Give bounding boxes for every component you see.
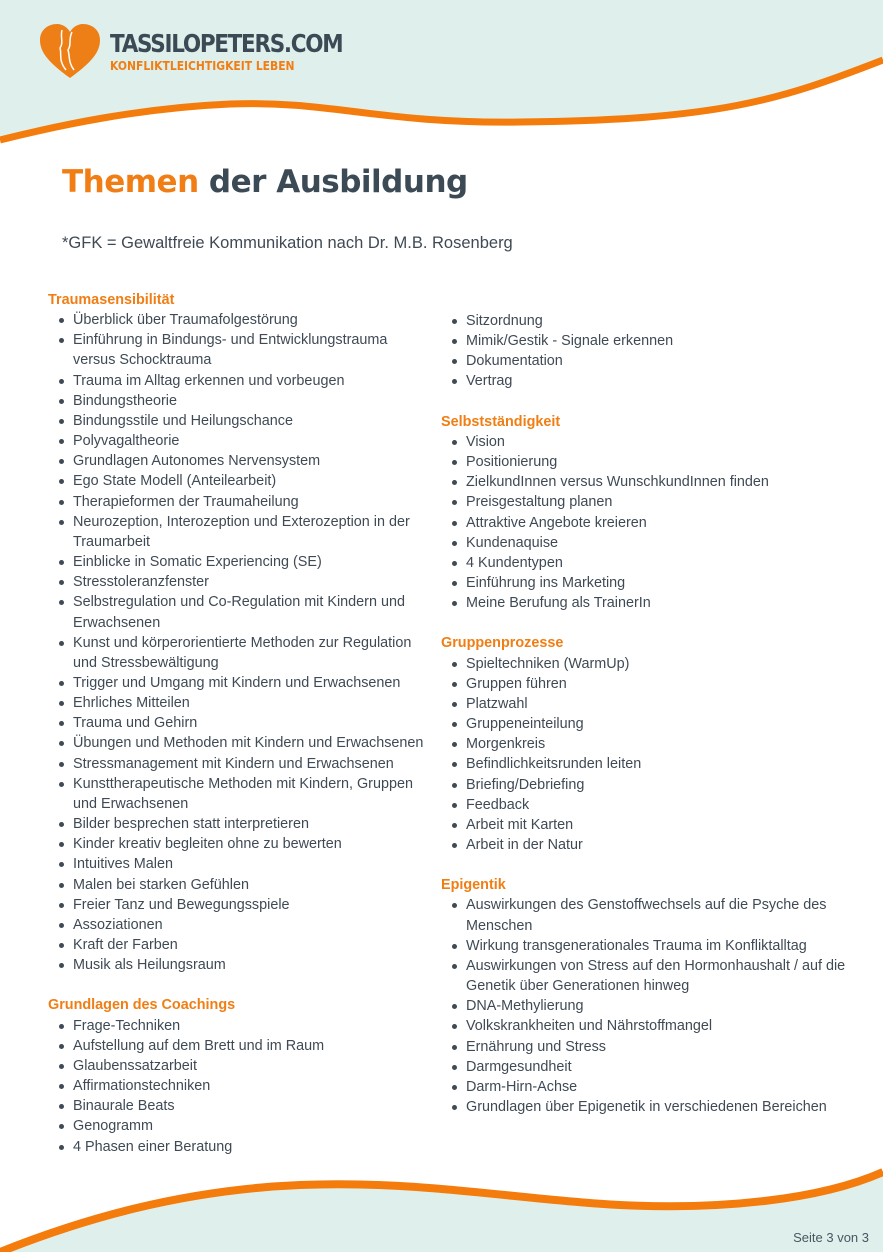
list-item: Übungen und Methoden mit Kindern und Erwachsenen: [48, 733, 428, 753]
topic-section: [48, 290, 428, 975]
list-item: Spieltechniken (WarmUp): [441, 654, 871, 674]
list-item: Ernährung und Stress: [441, 1037, 871, 1057]
list-item: Morgenkreis: [441, 734, 871, 754]
list-item: Auswirkungen von Stress auf den Hormonhaushalt / auf die Genetik über Generationen hinweg: [441, 956, 871, 996]
topic-list: [441, 432, 871, 613]
section-heading: Gruppenprozesse: [441, 635, 564, 652]
topic-list: [48, 1016, 428, 1157]
list-item: Affirmationstechniken: [48, 1076, 428, 1096]
list-item: Dokumentation: [441, 351, 871, 371]
list-item: Kunsttherapeutische Methoden mit Kindern, Gruppen und Erwachsenen: [48, 774, 428, 814]
list-item: Befindlichkeitsrunden leiten: [441, 754, 871, 774]
topic-section: [48, 995, 428, 1156]
list-item: Arbeit mit Karten: [441, 815, 871, 835]
list-item: 4 Phasen einer Beratung: [48, 1137, 428, 1157]
list-item: Überblick über Traumafolgestörung: [48, 310, 428, 330]
list-item: Trauma im Alltag erkennen und vorbeugen: [48, 371, 428, 391]
list-item: Kraft der Farben: [48, 935, 428, 955]
section-heading: Epigentik: [441, 877, 506, 894]
list-item: Sitzordnung: [441, 311, 871, 331]
list-item: Feedback: [441, 795, 871, 815]
list-item: Trigger und Umgang mit Kindern und Erwachsenen: [48, 673, 428, 693]
list-item: Vertrag: [441, 371, 871, 391]
logo[interactable]: [38, 24, 380, 80]
list-item: Bindungstheorie: [48, 391, 428, 411]
list-item: Platzwahl: [441, 694, 871, 714]
list-item: Arbeit in der Natur: [441, 835, 871, 855]
list-item: Genogramm: [48, 1116, 428, 1136]
list-item: Auswirkungen des Genstoffwechsels auf die Psyche des Menschen: [441, 895, 871, 935]
list-item: Einführung in Bindungs- und Entwicklungstrauma versus Schocktrauma: [48, 330, 428, 370]
list-item: Gruppeneinteilung: [441, 714, 871, 734]
list-item: Attraktive Angebote kreieren: [441, 513, 871, 533]
list-item: Stressmanagement mit Kindern und Erwachsenen: [48, 754, 428, 774]
list-item: Preisgestaltung planen: [441, 492, 871, 512]
list-item: Binaurale Beats: [48, 1096, 428, 1116]
list-item: Stresstoleranzfenster: [48, 572, 428, 592]
title-rest: der Ausbildung: [198, 164, 468, 200]
list-item: Bilder besprechen statt interpretieren: [48, 814, 428, 834]
topic-section: [441, 633, 871, 855]
list-item: Intuitives Malen: [48, 854, 428, 874]
list-item: Freier Tanz und Bewegungsspiele: [48, 895, 428, 915]
list-item: Therapieformen der Traumaheilung: [48, 492, 428, 512]
heart-faces-icon: [38, 24, 102, 80]
list-item: Grundlagen Autonomes Nervensystem: [48, 451, 428, 471]
title-highlight: Themen: [62, 164, 199, 200]
list-item: Assoziationen: [48, 915, 428, 935]
list-item: Bindungsstile und Heilungschance: [48, 411, 428, 431]
list-item: Polyvagaltheorie: [48, 431, 428, 451]
list-item: Glaubenssatzarbeit: [48, 1056, 428, 1076]
section-heading: Grundlagen des Coachings: [48, 997, 236, 1014]
list-item: Kundenaquise: [441, 533, 871, 553]
page-title: [62, 164, 468, 200]
brand-tagline: KONFLIKTLEICHTIGKEIT LEBEN: [110, 58, 295, 73]
page-number: Seite 3 von 3: [793, 1230, 869, 1245]
list-item: Einführung ins Marketing: [441, 573, 871, 593]
list-item: Neurozeption, Interozeption und Exterozeption in der Traumarbeit: [48, 512, 428, 552]
topic-list: [441, 654, 871, 856]
list-item: Trauma und Gehirn: [48, 713, 428, 733]
list-item: Darm-Hirn-Achse: [441, 1077, 871, 1097]
list-item: Grundlagen über Epigenetik in verschiedenen Bereichen: [441, 1097, 871, 1117]
right-column: [441, 311, 871, 1137]
topic-section: [441, 412, 871, 614]
topic-section: [441, 875, 871, 1117]
list-item: Meine Berufung als TrainerIn: [441, 593, 871, 613]
topic-section: [441, 311, 871, 392]
gfk-note: *GFK = Gewaltfreie Kommunikation nach Dr. M.B. Rosenberg: [62, 234, 513, 252]
list-item: Briefing/Debriefing: [441, 775, 871, 795]
list-item: Kunst und körperorientierte Methoden zur Regulation und Stressbewältigung: [48, 633, 428, 673]
list-item: 4 Kundentypen: [441, 553, 871, 573]
list-item: Frage-Techniken: [48, 1016, 428, 1036]
section-heading: Selbstständigkeit: [441, 413, 561, 430]
list-item: Ego State Modell (Anteilearbeit): [48, 471, 428, 491]
topic-list: [48, 310, 428, 975]
list-item: Positionierung: [441, 452, 871, 472]
section-heading: Traumasensibilität: [48, 292, 175, 308]
topic-list: [441, 895, 871, 1117]
list-item: Gruppen führen: [441, 674, 871, 694]
list-item: Kinder kreativ begleiten ohne zu bewerten: [48, 834, 428, 854]
list-item: Aufstellung auf dem Brett und im Raum: [48, 1036, 428, 1056]
left-column: [48, 290, 428, 1177]
list-item: Musik als Heilungsraum: [48, 955, 428, 975]
list-item: Volkskrankheiten und Nährstoffmangel: [441, 1016, 871, 1036]
list-item: Vision: [441, 432, 871, 452]
list-item: Mimik/Gestik - Signale erkennen: [441, 331, 871, 351]
list-item: Malen bei starken Gefühlen: [48, 875, 428, 895]
list-item: Darmgesundheit: [441, 1057, 871, 1077]
list-item: Selbstregulation und Co-Regulation mit Kindern und Erwachsenen: [48, 592, 428, 632]
list-item: Ehrliches Mitteilen: [48, 693, 428, 713]
list-item: DNA-Methylierung: [441, 996, 871, 1016]
brand-name: TASSILOPETERS.COM: [110, 29, 343, 58]
list-item: Wirkung transgenerationales Trauma im Konfliktalltag: [441, 936, 871, 956]
topic-list: [441, 311, 871, 392]
list-item: Einblicke in Somatic Experiencing (SE): [48, 552, 428, 572]
list-item: ZielkundInnen versus WunschkundInnen finden: [441, 472, 871, 492]
